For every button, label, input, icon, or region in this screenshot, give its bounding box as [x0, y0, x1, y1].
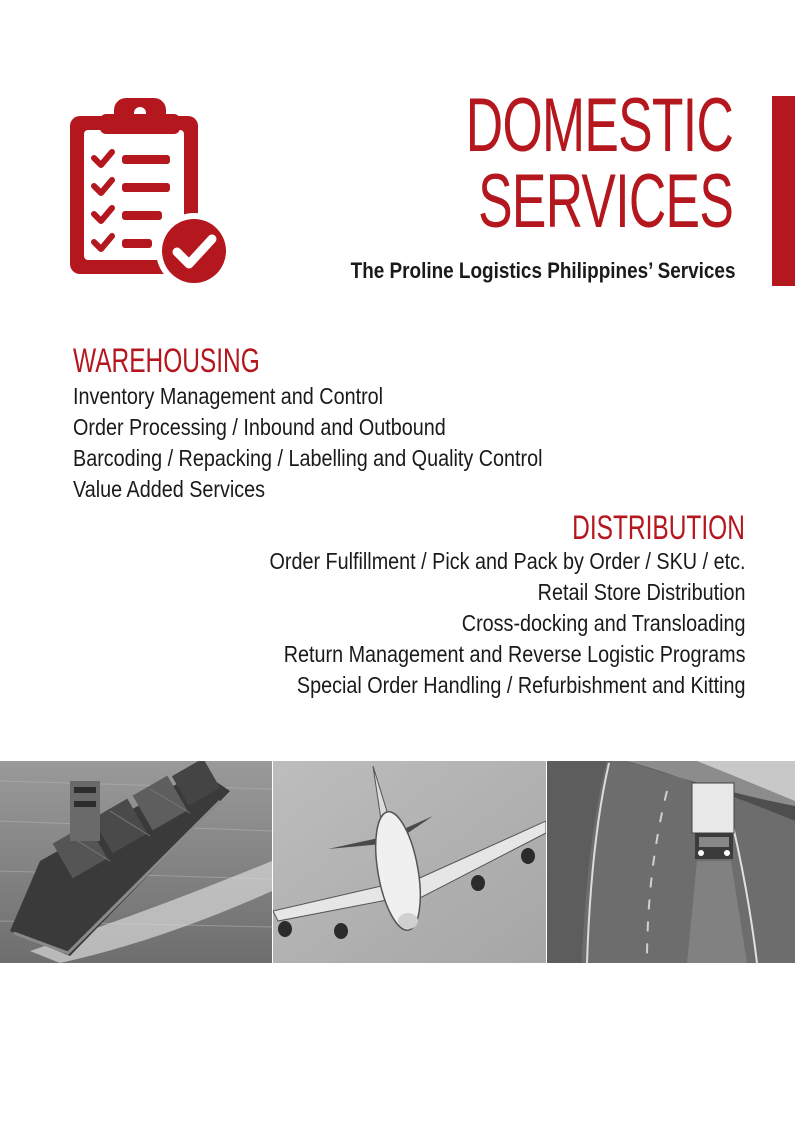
- list-item: Order Processing / Inbound and Outbound: [73, 414, 446, 440]
- distribution-heading: DISTRIBUTION: [572, 509, 745, 547]
- list-item: Order Fulfillment / Pick and Pack by Order / SKU / etc.: [269, 548, 745, 574]
- title-line-1: DOMESTIC: [465, 83, 733, 168]
- distribution-list: [192, 546, 745, 701]
- list-item: Special Order Handling / Refurbishment and Kitting: [296, 672, 745, 698]
- photo-strip: [0, 761, 795, 963]
- airplane-photo: [273, 761, 546, 963]
- warehousing-list: [73, 381, 619, 505]
- page-title: [465, 83, 733, 244]
- list-item: Barcoding / Repacking / Labelling and Quality Control: [73, 445, 543, 471]
- title-line-2: SERVICES: [478, 159, 733, 244]
- page-subtitle: The Proline Logistics Philippines’ Services: [350, 258, 735, 283]
- list-item: Return Management and Reverse Logistic Programs: [283, 641, 745, 667]
- list-item: Inventory Management and Control: [73, 383, 384, 409]
- list-item: Cross-docking and Transloading: [461, 610, 745, 636]
- warehousing-heading: WAREHOUSING: [73, 342, 260, 380]
- cargo-ship-photo: [0, 761, 272, 963]
- clipboard-checklist-icon: [70, 96, 234, 292]
- truck-on-highway-photo: [547, 761, 795, 963]
- list-item: Value Added Services: [73, 476, 266, 502]
- accent-bar: [772, 96, 795, 286]
- list-item: Retail Store Distribution: [537, 579, 745, 605]
